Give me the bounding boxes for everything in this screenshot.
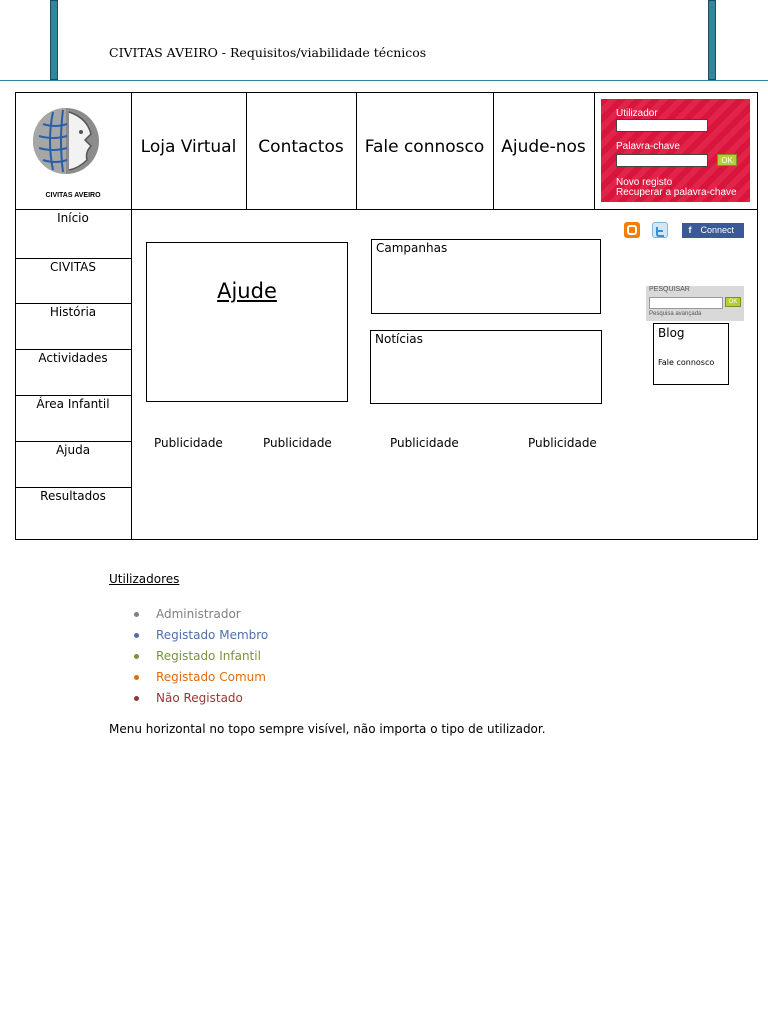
blog-title[interactable]: Blog xyxy=(658,326,685,340)
sidebar-item-label: Área Infantil xyxy=(36,397,110,411)
ad-slot[interactable]: Publicidade xyxy=(528,436,597,450)
user-type-label: Registado Infantil xyxy=(156,649,261,663)
username-input[interactable] xyxy=(616,119,708,132)
news-label: Notícias xyxy=(375,332,423,346)
sidebar-item-inicio[interactable] xyxy=(15,209,132,259)
news-box[interactable] xyxy=(370,330,602,404)
list-item xyxy=(134,625,268,646)
facebook-connect-label: Connect xyxy=(700,225,735,235)
sidebar-item-area-infantil[interactable] xyxy=(15,395,132,442)
login-panel xyxy=(601,99,750,202)
username-label: Utilizador xyxy=(616,108,658,119)
search-widget xyxy=(646,286,744,321)
nav-label: Ajude-nos xyxy=(501,136,586,157)
header-right-bar xyxy=(708,0,716,80)
list-item xyxy=(134,688,268,709)
sidebar-item-label: Actividades xyxy=(38,351,108,365)
bullet-icon xyxy=(134,633,139,638)
sidebar-item-historia[interactable] xyxy=(15,303,132,350)
header-rule xyxy=(0,80,768,81)
twitter-icon[interactable] xyxy=(652,222,668,238)
advanced-search-link[interactable]: Pesquisa avançada xyxy=(649,311,702,317)
search-title: PESQUISAR xyxy=(649,286,690,293)
password-input[interactable] xyxy=(616,154,708,167)
blog-contact-link[interactable]: Fale connosco xyxy=(658,358,715,367)
campaigns-box[interactable] xyxy=(371,239,601,314)
ad-slot[interactable]: Publicidade xyxy=(263,436,332,450)
menu-note: Menu horizontal no topo sempre visível, não importa o tipo de utilizador. xyxy=(109,722,546,736)
facebook-connect-button[interactable] xyxy=(682,223,744,238)
sidebar-item-resultados[interactable] xyxy=(15,487,132,540)
search-ok-button[interactable]: OK xyxy=(725,297,741,307)
campaigns-label: Campanhas xyxy=(376,241,448,255)
blog-box[interactable] xyxy=(653,323,729,385)
nav-loja-virtual[interactable] xyxy=(131,92,247,210)
bullet-icon xyxy=(134,654,139,659)
password-label: Palavra-chave xyxy=(616,141,680,152)
user-type-label: Não Registado xyxy=(156,691,243,705)
login-ok-button[interactable]: OK xyxy=(717,154,737,166)
facebook-icon: f xyxy=(688,225,692,235)
list-item xyxy=(134,667,268,688)
bullet-icon xyxy=(134,696,139,701)
logo-caption: CIVITAS AVEIRO xyxy=(45,192,101,199)
document-header-title: CIVITAS AVEIRO - Requisitos/viabilidade técnicos xyxy=(109,45,427,60)
nav-ajude-nos[interactable] xyxy=(493,92,595,210)
user-type-label: Registado Membro xyxy=(156,628,269,642)
nav-label: Contactos xyxy=(258,136,344,157)
sidebar-item-civitas[interactable] xyxy=(15,258,132,304)
register-link[interactable]: Novo registo xyxy=(616,177,673,188)
bullet-icon xyxy=(134,612,139,617)
feature-title: Ajude xyxy=(217,279,277,303)
sidebar-item-actividades[interactable] xyxy=(15,349,132,396)
sidebar-item-ajuda[interactable] xyxy=(15,441,132,488)
sidebar-item-label: CIVITAS xyxy=(50,260,96,274)
sidebar-item-label: Início xyxy=(57,211,89,225)
recover-password-link[interactable]: Recuperar a palavra-chave xyxy=(616,187,737,198)
nav-label: Loja Virtual xyxy=(140,136,237,157)
users-section-title: Utilizadores xyxy=(109,572,180,586)
list-item xyxy=(134,646,268,667)
users-list xyxy=(134,604,268,709)
feature-box-ajude[interactable] xyxy=(146,242,348,402)
sidebar-item-label: História xyxy=(49,305,97,319)
nav-fale-connosco[interactable] xyxy=(356,92,494,210)
sidebar-item-label: Ajuda xyxy=(55,443,91,457)
logo-cell[interactable] xyxy=(15,92,132,210)
user-type-label: Registado Comum xyxy=(156,670,266,684)
nav-label: Fale connosco xyxy=(364,136,485,157)
search-input[interactable] xyxy=(649,297,723,309)
list-item xyxy=(134,604,268,625)
ad-slot[interactable]: Publicidade xyxy=(154,436,223,450)
bullet-icon xyxy=(134,675,139,680)
header-left-bar xyxy=(50,0,58,80)
user-type-label: Administrador xyxy=(156,607,241,621)
ad-slot[interactable]: Publicidade xyxy=(390,436,459,450)
blogger-icon[interactable] xyxy=(624,222,640,238)
sidebar-item-label: Resultados xyxy=(40,489,106,503)
nav-contactos[interactable] xyxy=(246,92,357,210)
globe-face-logo xyxy=(29,104,103,178)
